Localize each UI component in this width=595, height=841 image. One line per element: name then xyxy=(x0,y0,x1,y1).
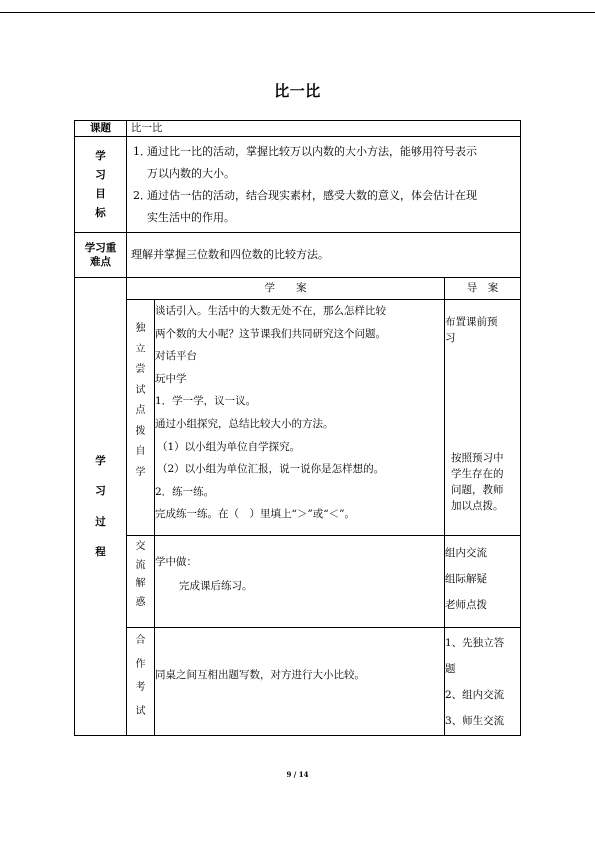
stage1-line: 玩中学 xyxy=(155,372,187,385)
stage1-label-char: 点 xyxy=(135,405,146,416)
col-header-daoan xyxy=(445,278,521,300)
lesson-plan-table xyxy=(74,120,521,736)
stage3-guide: 1、先独立答 xyxy=(445,637,505,649)
col-header-xuean xyxy=(127,278,445,300)
page-number: 9 / 14 xyxy=(286,770,309,779)
process-label-char: 程 xyxy=(95,545,106,558)
goal-text: 万以内数的大小。 xyxy=(147,166,235,180)
goals-label-char: 习 xyxy=(95,168,106,181)
stage1-guide-b: 按照预习中 xyxy=(451,452,504,464)
stage2-guide: 老师点拨 xyxy=(445,599,487,611)
stage3-text: 同桌之间互相出题写数，对方进行大小比较。 xyxy=(155,669,365,682)
goals-label-char: 标 xyxy=(95,207,106,220)
key-label-cell xyxy=(75,233,127,278)
stage1-label-char: 拨 xyxy=(135,425,146,437)
process-label-char: 学 xyxy=(95,455,106,468)
stage1-guide-b: 问题，教师 xyxy=(451,484,504,496)
goal-number: 1． xyxy=(133,144,151,158)
stage3-guide: 3、师生交流 xyxy=(445,715,505,727)
stage1-line: 1．学一学，议一议。 xyxy=(155,395,257,408)
stage2-label-char: 解 xyxy=(135,578,146,589)
stage1-guide-b: 学生存在的 xyxy=(451,468,504,480)
topic-value-cell xyxy=(127,121,521,137)
process-label-char: 习 xyxy=(95,485,106,498)
goal-text: 通过比一比的活动，掌握比较万以内数的大小方法，能够用符号表示 xyxy=(147,144,477,158)
stage3-label-char: 合 xyxy=(135,635,146,646)
col-header-daoan-label: 导 案 xyxy=(466,282,499,295)
stage1-label-char: 试 xyxy=(135,384,146,396)
process-label-cell xyxy=(75,278,127,736)
stage1-guide-b: 加以点拨。 xyxy=(451,500,504,512)
page-title: 比一比 xyxy=(274,82,321,100)
goals-cell xyxy=(127,137,521,233)
stage3-guide: 题 xyxy=(445,663,456,675)
key-label: 学习重 xyxy=(84,241,117,254)
col-header-xuean-label: 学 案 xyxy=(264,282,307,295)
stage1-line: 对话平台 xyxy=(155,350,197,363)
stage1-label-char: 尝 xyxy=(135,364,146,375)
stage3-content-cell xyxy=(155,628,445,736)
stage2-label-char: 流 xyxy=(135,559,146,571)
stage3-label-cell xyxy=(127,628,155,736)
stage3-guide: 2、组内交流 xyxy=(445,689,505,701)
stage1-label-char: 学 xyxy=(135,466,146,478)
topic-value: 比一比 xyxy=(131,122,163,135)
goals-label-char: 目 xyxy=(95,188,106,200)
key-value: 理解并掌握三位数和四位数的比较方法。 xyxy=(131,247,329,261)
key-value-cell xyxy=(127,233,521,278)
stage1-line: 谈话引入。生活中的大数无处不在，那么怎样比较 xyxy=(155,305,386,317)
stage3-label-char: 试 xyxy=(135,705,146,717)
stage2-label-char: 惑 xyxy=(135,596,146,608)
stage2-guide-cell xyxy=(445,536,521,628)
stage3-label-char: 考 xyxy=(135,682,146,693)
stage3-guide-cell xyxy=(445,628,521,736)
stage1-label-char: 自 xyxy=(135,446,146,457)
goal-number: 2． xyxy=(133,188,151,202)
stage3-label-char: 作 xyxy=(135,658,146,670)
goal-item xyxy=(127,185,520,229)
header-rule xyxy=(0,12,595,13)
stage1-guide-a: 习 xyxy=(445,332,456,344)
stage1-line: （1）以小组为单位自学探究。 xyxy=(157,440,301,453)
goal-text: 实生活中的作用。 xyxy=(147,210,235,224)
process-label-char: 过 xyxy=(95,515,106,528)
stage1-label-char: 独 xyxy=(135,323,146,334)
stage2-line: 学中做： xyxy=(155,556,197,568)
goal-item xyxy=(127,141,520,185)
goals-label-cell xyxy=(75,137,127,233)
goal-text: 通过估一估的活动，结合现实素材，感受大数的意义，体会估计在现 xyxy=(147,188,477,202)
stage1-line: 2．练一练。 xyxy=(155,485,215,498)
stage2-guide: 组内交流 xyxy=(445,547,487,559)
stage1-content-cell xyxy=(155,300,445,536)
stage2-label-cell xyxy=(127,536,155,628)
goals-label-char: 学 xyxy=(95,149,106,162)
topic-label: 课题 xyxy=(90,122,111,135)
stage1-line: 完成练一练。在（ ）里填上“＞”或“＜”。 xyxy=(155,508,355,521)
stage2-line: 完成课后练习。 xyxy=(179,580,253,592)
stage2-content-cell xyxy=(155,536,445,628)
topic-label-cell xyxy=(75,121,127,137)
stage2-label-char: 交 xyxy=(135,541,146,552)
stage1-line: 两个数的大小呢？这节课我们共同研究这个问题。 xyxy=(155,327,386,340)
stage2-guide: 组际解疑 xyxy=(445,573,487,585)
stage1-line: （2）以小组为单位汇报，说一说你是怎样想的。 xyxy=(157,463,385,476)
key-label: 难点 xyxy=(90,256,111,268)
stage1-guide-a: 布置课前预 xyxy=(445,316,498,328)
stage1-line: 通过小组探究，总结比较大小的方法。 xyxy=(155,417,334,430)
stage1-label-char: 立 xyxy=(135,343,146,355)
stage1-label-cell xyxy=(127,300,155,536)
stage1-guide-cell xyxy=(445,300,521,536)
